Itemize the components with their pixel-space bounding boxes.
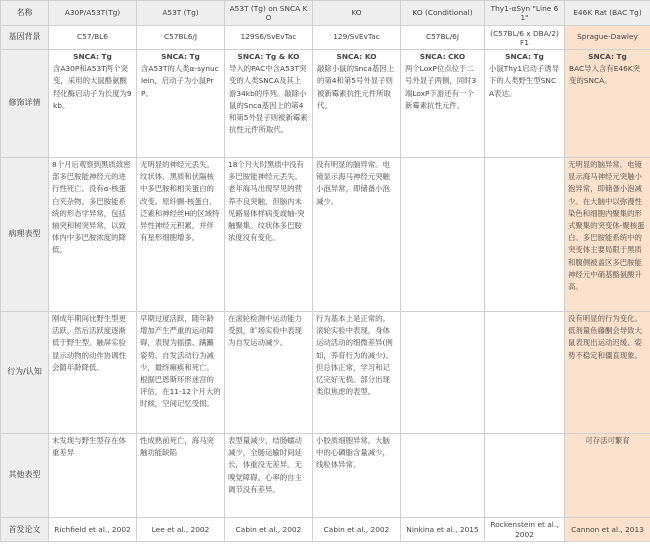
behavior-cell: 没有明显的行为变化。低剂量鱼藤酮会导致大鼠表现出运动迟缓、姿势不稳定和僵直现象。 [565,312,650,434]
modification-row [1,50,650,158]
behavior-cell: 早期过度活跃，随年龄增加产生严重的运动障碍，表现为摇摆、蹒跚姿势、自发活动行为减少，最终瘫痪和死亡。根据巴恩斯环形迷宫的评估，在11-12个月大的时候，空间记忆受损。 [137,312,225,434]
pathology-cell: 8个月后观察到黑质致密部多巴胺能神经元的进行性死亡。没有α-核蛋白夹杂物。多巴胺能系统的形态学异常，包括轴突和树突异常，以致体内中多巴胺浓度的降低。 [49,158,137,312]
modification-detail: 小鼠Thy1启动子诱导下的人类野生型SNCA表达。 [489,64,560,98]
modification-detail: 敲除小鼠的Snca基因上的第4和第5号外显子则被新霉素抗性元件所取代。 [317,64,395,110]
background-row [1,26,650,50]
genetic-background: 129S6/SvEvTac [225,26,313,50]
row-label-paper: 首发论文 [1,518,49,542]
row-label-name: 名称 [1,1,49,26]
genetic-background: C57/BL6 [49,26,137,50]
other-cell [485,434,565,518]
model-name: KO [313,1,401,26]
other-cell: 可存活可繁育 [565,434,650,518]
pathology-cell [401,158,485,312]
modification-cell [485,50,565,158]
model-name: Thy1-αSyn "Line 61" [485,1,565,26]
genetic-background: C57BL6/J [137,26,225,50]
behavior-row [1,312,650,434]
model-name: A30P/A53T(Tg) [49,1,137,26]
modification-title: SNCA: CKO [419,52,466,61]
modification-title: SNCA: Tg [588,52,627,61]
genetic-background: Sprague-Dawley [565,26,650,50]
row-label-background: 基因背景 [1,26,49,50]
modification-detail: 含A53T的人类α-synuclein，启动子为小鼠PrP。 [141,64,219,98]
modification-title: SNCA: Tg & KO [237,52,300,61]
model-name: A53T (Tg) [137,1,225,26]
behavior-cell: 在滚轮检测中运动能力受损，旷场实验中表现为自发运动减少。 [225,312,313,434]
pathology-row [1,158,650,312]
row-label-pathology: 病理表型 [1,158,49,312]
row-label-other: 其他表型 [1,434,49,518]
modification-detail: 含A30P和A53T两个突变，采用的大鼠酪氨酸羟化酶启动子为长度为9kb。 [53,64,132,110]
other-cell: 性成熟前死亡，海马突触功能缺陷 [137,434,225,518]
model-name: E46K Rat (BAC Tg) [565,1,650,26]
pathology-cell: 无明显的脑异常。电镜显示海马神经元突触小泡异常，即储备小泡减少。在大脑中以弥漫性染色和细胞内聚集的形式聚集的突变体-聚核蛋白。多巴胺能系统中的突变体主要局限于黑质和腹侧被盖区多巴胺能神经元中硝基酪氨酸升高。 [565,158,650,312]
pathology-cell [485,158,565,312]
other-cell [401,434,485,518]
genetic-background: C57BL/6J [401,26,485,50]
behavior-cell [485,312,565,434]
modification-title: SNCA: Tg [73,52,112,61]
modification-cell [401,50,485,158]
genetic-background: 129/SvEvTac [313,26,401,50]
paper-citation: Cabin et al., 2002 [313,518,401,542]
pathology-cell: 没有明显的脑异常。电镜显示海马神经元突触小泡异常，即储备小泡减少。 [313,158,401,312]
model-name: A53T (Tg) on SNCA KO [225,1,313,26]
modification-title: SNCA: Tg [505,52,544,61]
modification-title: SNCA: KO [336,52,377,61]
behavior-cell: 刚成年期间比野生型更活跃，然后活跃度逐渐低于野生型。触屏实验显示动物的动作协调性会随年龄降低。 [49,312,137,434]
other-row [1,434,650,518]
name-row [1,1,650,26]
pathology-cell: 18个月大时黑质中没有多巴胺能神经元丢失。老年海马出现罕见的营养不良突触，但脑内未见路易体样病变或轴-突触聚集。纹状体多巴胺浓度没有变化。 [225,158,313,312]
model-name: KO (Conditional) [401,1,485,26]
paper-citation: Ninkina et al., 2015 [401,518,485,542]
row-label-modification: 修饰详情 [1,50,49,158]
modification-cell [225,50,313,158]
paper-citation: Lee et al., 2002 [137,518,225,542]
modification-title: SNCA: Tg [161,52,200,61]
modification-cell [49,50,137,158]
other-cell: 表型量减少，结肠蠕动减少，全肠运输时间延长，体重没无差异。无嗅觉障碍。心率的自主调节没有差异。 [225,434,313,518]
paper-row [1,518,650,542]
genetic-background: (C57BL/6 x DBA/2)F1 [485,26,565,50]
other-cell: 小胶质细胞异常。大脑中的心磷脂含量减少，线粒体异常。 [313,434,401,518]
row-label-behavior: 行为/认知 [1,312,49,434]
pathology-cell: 无明显的神经元丢失。纹状体、黑质和伏隔核中多巴胺和相关蛋白的改变。原纤颤-核蛋白、泛素和神经丝H的区域特异性神经元积累，并伴有星形细胞增多。 [137,158,225,312]
paper-citation: Cannon et al., 2013 [565,518,650,542]
paper-citation: Cabin et al., 2002 [225,518,313,542]
modification-detail: BAC导入含有E46K突变的SNCA。 [569,64,641,86]
paper-citation: Rockenstein et al., 2002 [485,518,565,542]
paper-citation: Richfield et al., 2002 [49,518,137,542]
behavior-cell: 行为基本上是正常的。滚轮实验中表现，身体运动活动的细微差异(例如，养育行为的减少)。但总体正常，学习和记忆完好无损。部分出现类似焦虑的表型。 [313,312,401,434]
other-cell: 未发现与野生型存在体重差异 [49,434,137,518]
modification-detail: 两个LoxP位点位于二号外显子两侧，同时3端LoxP下游还有一个新霉素抗性元件。 [405,64,477,110]
modification-cell [313,50,401,158]
behavior-cell [401,312,485,434]
modification-cell [565,50,650,158]
modification-detail: 导入的PAC中含A53T突变的人类SNCA及其上游34kb的序列。敲除小鼠的Snca基因上的第4和第5外显子则被新霉素抗性元件所取代。 [229,64,308,135]
modification-cell [137,50,225,158]
